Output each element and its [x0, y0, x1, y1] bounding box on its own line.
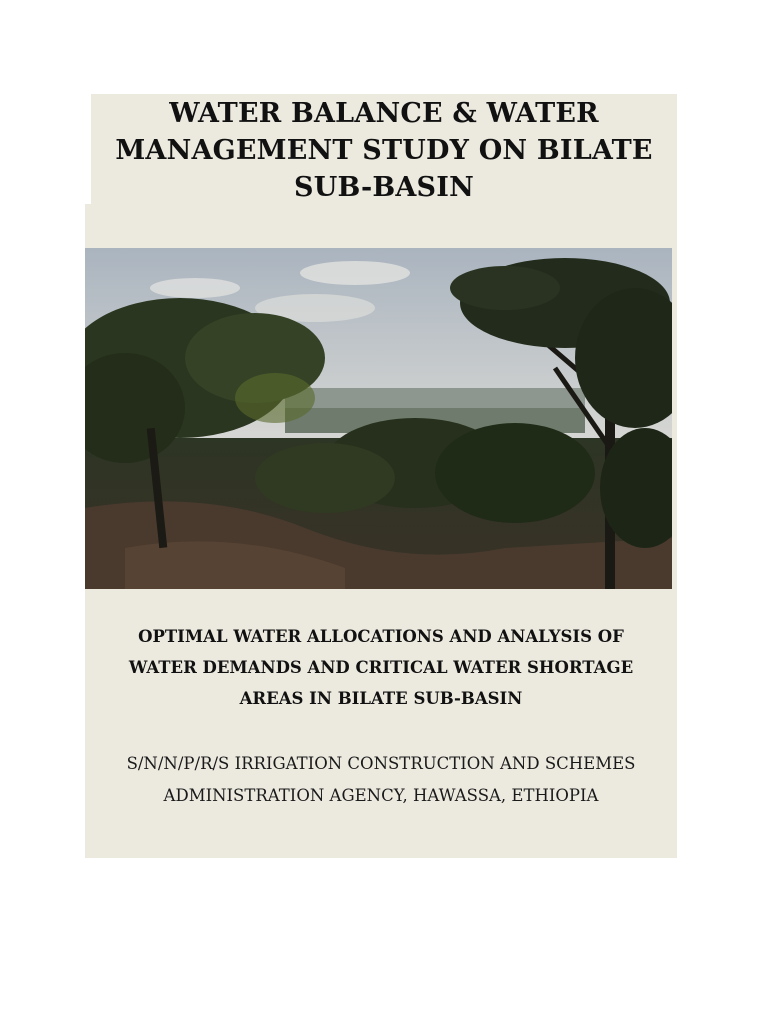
agency-line-2: ADMINISTRATION AGENCY, HAWASSA, ETHIOPIA	[163, 786, 599, 805]
document-title	[91, 95, 677, 206]
agency-name	[85, 748, 677, 812]
title-line-1: WATER BALANCE & WATER	[169, 98, 599, 129]
title-line-2: MANAGEMENT STUDY ON BILATE	[115, 135, 653, 166]
subtitle-line-3: AREAS IN BILATE SUB-BASIN	[239, 689, 523, 708]
agency-line-1: S/N/N/P/R/S IRRIGATION CONSTRUCTION AND SCHEMES	[126, 754, 636, 773]
report-subtitle	[85, 621, 677, 714]
subtitle-line-2: WATER DEMANDS AND CRITICAL WATER SHORTAGE	[128, 658, 634, 677]
subtitle-line-1: OPTIMAL WATER ALLOCATIONS AND ANALYSIS OF	[138, 627, 624, 646]
landscape-photo	[85, 248, 672, 589]
title-line-3: SUB-BASIN	[294, 172, 474, 203]
